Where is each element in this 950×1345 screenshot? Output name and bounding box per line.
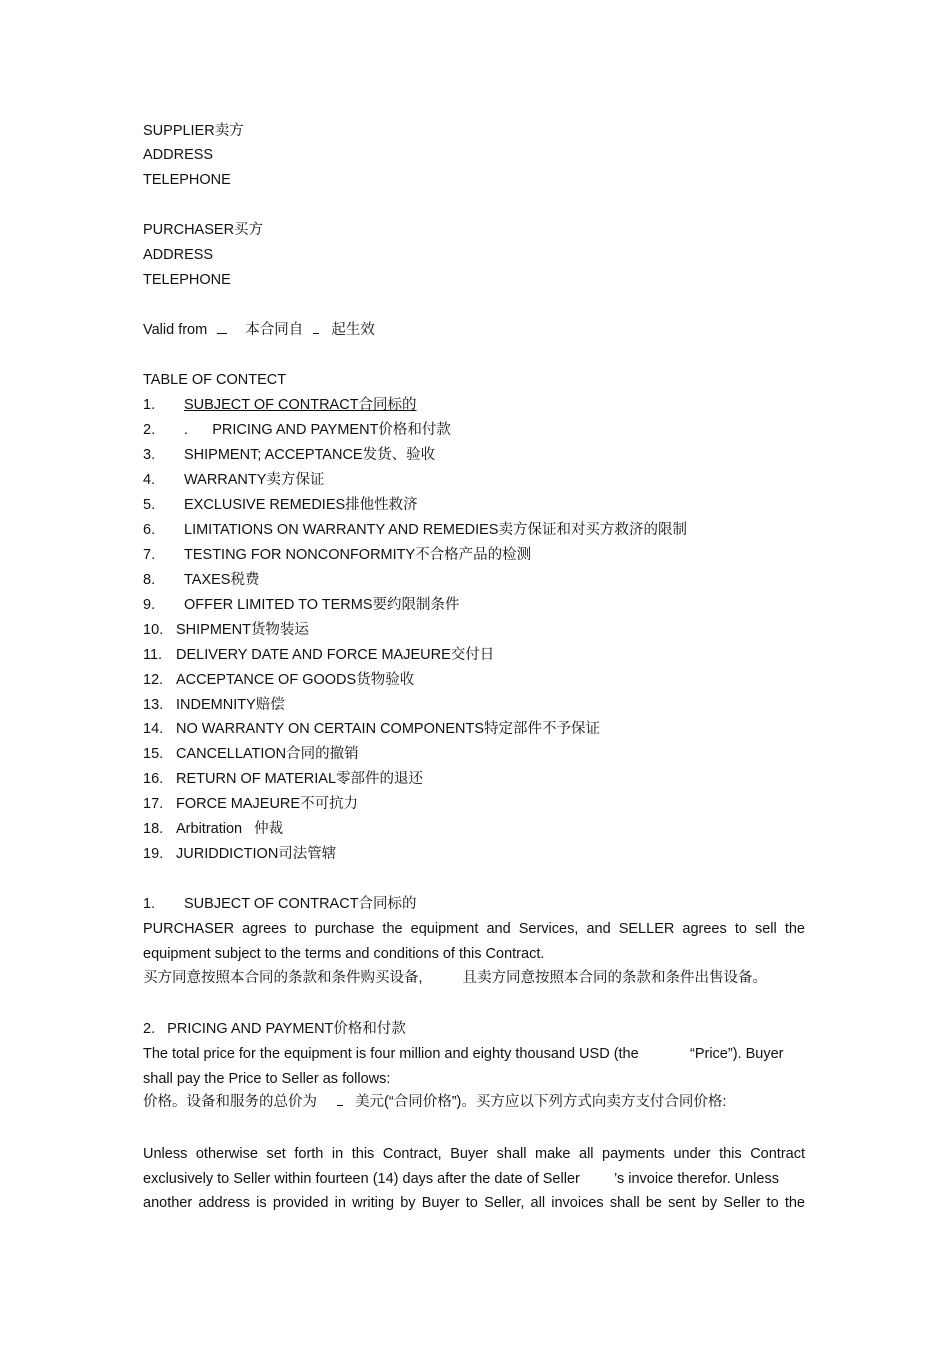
section2-heading: 2. PRICING AND PAYMENT价格和付款	[143, 1021, 406, 1037]
toc-item: 6. LIMITATIONS ON WARRANTY AND REMEDIES卖方保证和对买方救济的限制	[143, 522, 687, 538]
toc-item: 10. SHIPMENT货物装运	[143, 622, 309, 638]
valid-from-blank	[217, 321, 227, 334]
section2-para-line1: Unless otherwise set forth in this Contract, Buyer shall make all payments under this Contract	[143, 1146, 805, 1162]
section1-heading: 1. SUBJECT OF CONTRACT合同标的	[143, 896, 417, 912]
supplier-label: SUPPLIER卖方	[143, 123, 244, 139]
toc-item: 14. NO WARRANTY ON CERTAIN COMPONENTS特定部件不予保证	[143, 721, 601, 737]
section2-para-line3: another address is provided in writing by Buyer to Seller, all invoices shall be sent by Seller to the	[143, 1195, 805, 1211]
section1-en-line1: PURCHASER agrees to purchase the equipment and Services, and SELLER agrees to sell the	[143, 921, 805, 937]
toc-item: 3. SHIPMENT; ACCEPTANCE发货、验收	[143, 447, 436, 463]
valid-from-text: Valid from	[143, 322, 208, 338]
supplier-telephone-label: TELEPHONE	[143, 172, 231, 188]
toc-item: 19. JURIDDICTION司法管辖	[143, 846, 337, 862]
toc-item: 9. OFFER LIMITED TO TERMS要约限制条件	[143, 597, 460, 613]
section2-en-line1-price: “Price”). Buyer	[690, 1046, 784, 1062]
toc-item: 5. EXCLUSIVE REMEDIES排他性救济	[143, 497, 418, 513]
section1-cn-line: 买方同意按照本合同的条款和条件购买设备, 且卖方同意按照本合同的条款和条件出售设备。	[143, 970, 768, 986]
section2-en-line2: shall pay the Price to Seller as follows:	[143, 1071, 391, 1087]
section2-en-line1: The total price for the equipment is four million and eighty thousand USD (the	[143, 1046, 639, 1062]
section2-cn-line: 价格。设备和服务的总价为 美元(“合同价格”)。买方应以下列方式向卖方支付合同价格:	[143, 1094, 727, 1110]
toc-item: 2. . PRICING AND PAYMENT价格和付款	[143, 422, 451, 438]
valid-date-blank	[313, 321, 319, 334]
toc-item: 17. FORCE MAJEURE不可抗力	[143, 796, 359, 812]
valid-cn-text-1: 本合同自	[245, 322, 304, 338]
toc-item: 4. WARRANTY卖方保证	[143, 472, 325, 488]
toc-title: TABLE OF CONTECT	[143, 372, 287, 388]
toc-item: 13. INDEMNITY赔偿	[143, 697, 285, 713]
toc-item: 11. DELIVERY DATE AND FORCE MAJEURE交付日	[143, 647, 495, 663]
purchaser-address-label: ADDRESS	[143, 247, 214, 263]
valid-from-line	[143, 321, 375, 339]
supplier-address-label: ADDRESS	[143, 147, 214, 163]
price-blank	[337, 1093, 343, 1106]
valid-cn-text-2: 起生效	[331, 322, 375, 338]
toc-item: 18. Arbitration 仲裁	[143, 821, 284, 837]
toc-item: 7. TESTING FOR NONCONFORMITY不合格产品的检测	[143, 547, 532, 563]
toc-item: 16. RETURN OF MATERIAL零部件的退还	[143, 771, 424, 787]
toc-item: 8. TAXES税费	[143, 572, 260, 588]
toc-item: 12. ACCEPTANCE OF GOODS货物验收	[143, 672, 415, 688]
toc-item: 1. SUBJECT OF CONTRACT合同标的	[143, 397, 417, 413]
section2-para-line2: exclusively to Seller within fourteen (14) days after the date of Seller	[143, 1171, 580, 1187]
purchaser-telephone-label: TELEPHONE	[143, 272, 231, 288]
purchaser-label: PURCHASER买方	[143, 222, 264, 238]
toc-item: 15. CANCELLATION合同的撤销	[143, 746, 359, 762]
section2-para-line2-end: ’s invoice therefor. Unless	[614, 1171, 779, 1187]
section1-en-line2: equipment subject to the terms and conditions of this Contract.	[143, 946, 545, 962]
